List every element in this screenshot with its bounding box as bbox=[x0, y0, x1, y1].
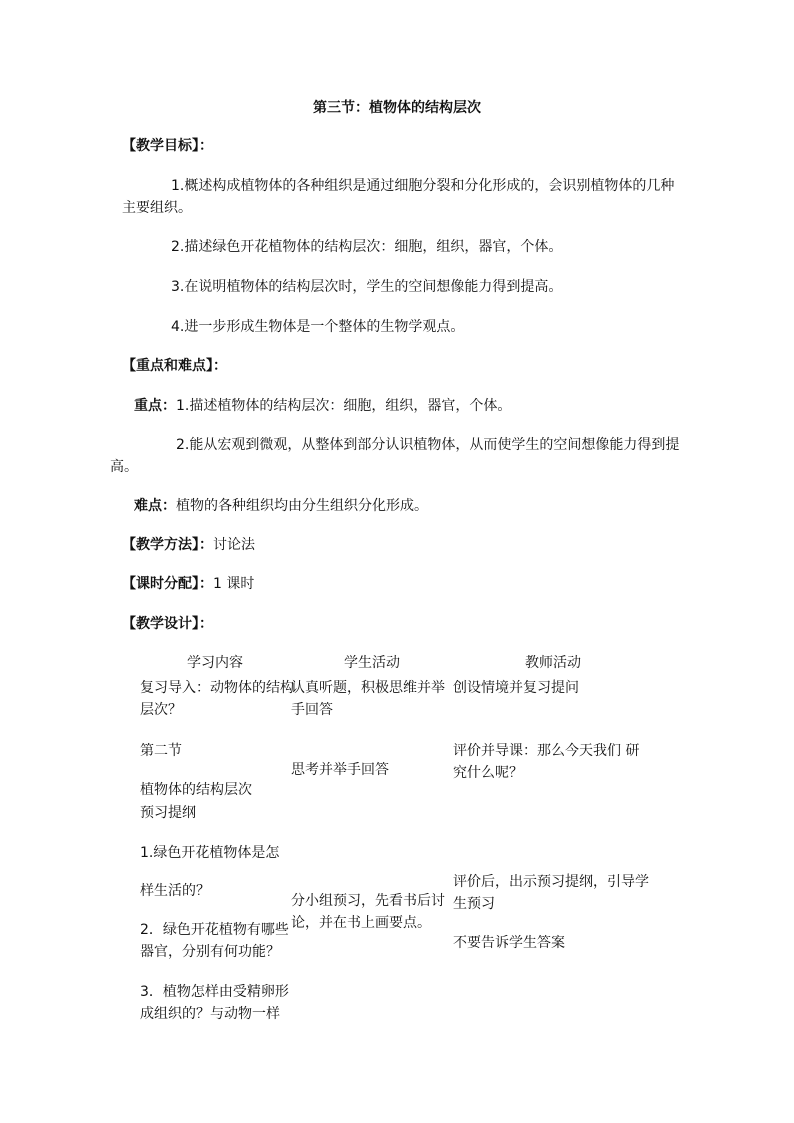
difficult-label: 难点： bbox=[134, 498, 176, 514]
design-heading: 【教学设计】： bbox=[122, 616, 213, 632]
content-row-2c: 预习提纲 bbox=[140, 805, 196, 821]
objective-item-1-cont: 主要组织。 bbox=[122, 200, 192, 216]
objective-item-1: 1.概述构成植物体的各种组织是通过细胞分裂和分化形成的，会识别植物体的几种 bbox=[171, 178, 675, 194]
difficult-line bbox=[134, 495, 428, 517]
hours-value: 1 课时 bbox=[213, 576, 255, 592]
key-point-2: 2.能从宏观到微观，从整体到部分认识植物体，从而使学生的空间想像能力得到提 bbox=[176, 437, 680, 453]
key-point-2-cont: 高。 bbox=[110, 459, 138, 475]
difficult-point: 植物的各种组织均由分生组织分化形成。 bbox=[176, 498, 428, 514]
content-row-4a: 2．绿色开花植物有哪些 bbox=[140, 922, 289, 938]
content-row-1b: 层次？ bbox=[140, 702, 182, 718]
teacher-row-2a: 评价并导课：那么今天我们 研 bbox=[453, 743, 640, 759]
content-row-3b: 样生活的？ bbox=[140, 883, 210, 899]
teacher-row-2b: 究什么呢？ bbox=[453, 765, 523, 781]
key-label: 重点： bbox=[134, 398, 176, 414]
hours-heading: 【课时分配】： bbox=[122, 576, 213, 592]
column-header-student: 学生活动 bbox=[344, 655, 400, 671]
content-row-5b: 成组织的？与动物一样 bbox=[140, 1006, 280, 1022]
column-header-content: 学习内容 bbox=[187, 655, 243, 671]
content-row-5a: 3．植物怎样由受精卵形 bbox=[140, 984, 289, 1000]
key-points-heading: 【重点和难点】： bbox=[122, 358, 227, 374]
student-row-1a: 认真听题，积极思维并举 bbox=[291, 680, 445, 696]
page-title: 第三节：植物体的结构层次 bbox=[313, 100, 481, 116]
teacher-row-3b: 生预习 bbox=[453, 896, 495, 912]
content-row-2a: 第二节 bbox=[140, 743, 182, 759]
hours-line bbox=[122, 573, 254, 595]
key-point-1: 1.描述植物体的结构层次：细胞，组织，器官，个体。 bbox=[176, 398, 512, 414]
teacher-row-1: 创设情境并复习提问 bbox=[453, 680, 579, 696]
student-row-3b: 论，并在书上画要点。 bbox=[291, 915, 431, 931]
teacher-row-3a: 评价后，出示预习提纲，引导学 bbox=[453, 874, 649, 890]
content-row-2b: 植物体的结构层次 bbox=[140, 782, 252, 798]
objectives-heading: 【教学目标】： bbox=[122, 138, 213, 154]
objective-item-4: 4.进一步形成生物体是一个整体的生物学观点。 bbox=[171, 319, 465, 335]
method-value: 讨论法 bbox=[213, 537, 255, 553]
column-header-teacher: 教师活动 bbox=[525, 655, 581, 671]
content-row-1a: 复习导入：动物体的结构 bbox=[140, 680, 294, 696]
method-line bbox=[122, 534, 255, 556]
student-row-2: 思考并举手回答 bbox=[291, 762, 389, 778]
student-row-3a: 分小组预习，先看书后讨 bbox=[291, 893, 445, 909]
content-row-3a: 1.绿色开花植物体是怎 bbox=[140, 845, 280, 861]
key-point-line-1 bbox=[134, 395, 511, 417]
teacher-row-4: 不要告诉学生答案 bbox=[453, 935, 565, 951]
content-row-4b: 器官，分别有何功能？ bbox=[140, 944, 280, 960]
student-row-1b: 手回答 bbox=[291, 702, 333, 718]
objective-item-3: 3.在说明植物体的结构层次时，学生的空间想像能力得到提高。 bbox=[171, 279, 563, 295]
method-heading: 【教学方法】： bbox=[122, 537, 213, 553]
objective-item-2: 2.描述绿色开花植物体的结构层次：细胞，组织，器官，个体。 bbox=[171, 239, 563, 255]
